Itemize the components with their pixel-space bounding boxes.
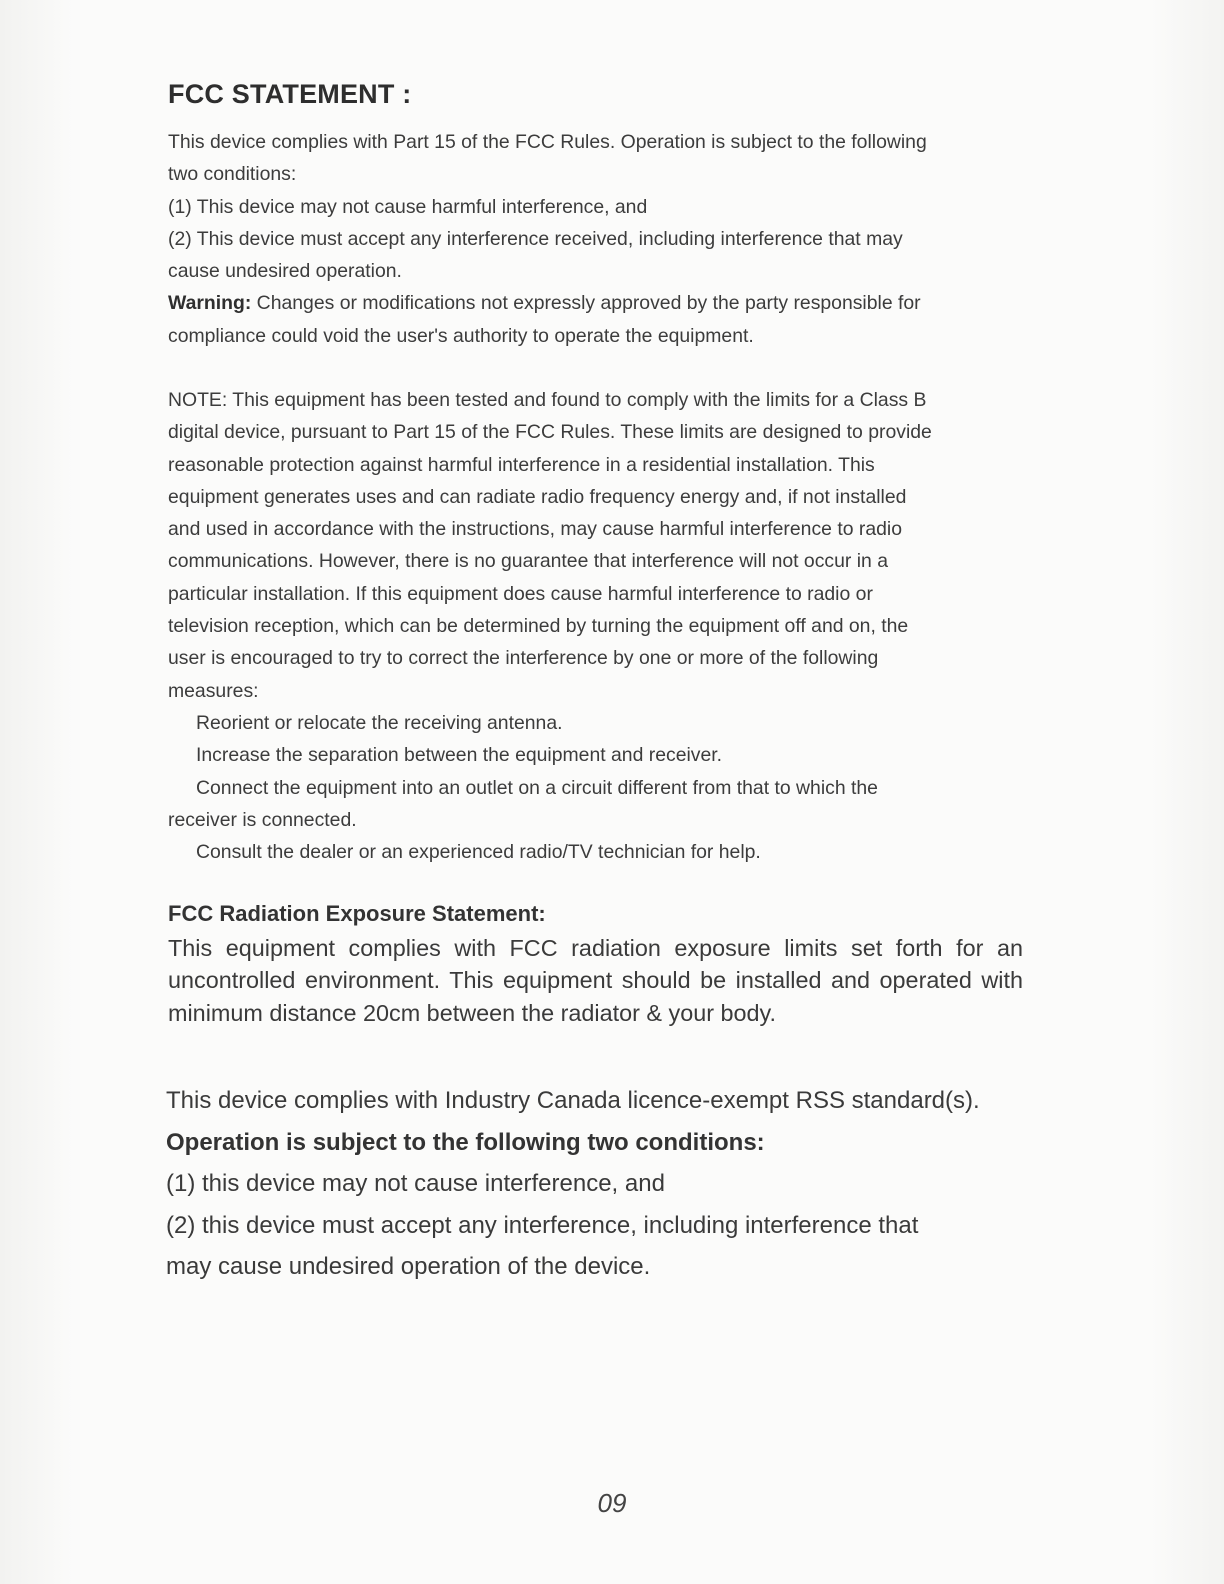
ic-line: This device complies with Industry Canada licence-exempt RSS standard(s). [166, 1087, 980, 1114]
measure-1: Reorient or relocate the receiving antenna. [196, 711, 563, 734]
measure-3: Connect the equipment into an outlet on a circuit different from that to which the [196, 776, 878, 799]
intro-line: This device complies with Part 15 of the FCC Rules. Operation is subject to the following [168, 131, 927, 153]
note-line: reasonable protection against harmful interference in a residential installation. This [168, 453, 875, 476]
note-section [168, 384, 1038, 868]
radiation-exposure-body: This equipment complies with FCC radiation exposure limits set forth for an uncontrolled environment. This equipment should be installed and operated with minimum distance 20cm between the radiator & your body. [168, 935, 1023, 1026]
fcc-statement-title: FCC STATEMENT : [168, 79, 412, 109]
ic-condition-1: (1) this device may not cause interference, and [166, 1170, 665, 1198]
note-line: equipment generates uses and can radiate radio frequency energy and, if not installed [168, 485, 907, 508]
warning-line-cont: compliance could void the user's authority to operate the equipment. [168, 324, 754, 347]
warning-label: Warning: [168, 292, 252, 315]
warning-line [168, 287, 1038, 319]
industry-canada-section [166, 1080, 1066, 1288]
note-line: television reception, which can be determined by turning the equipment off and on, the [168, 615, 909, 638]
ic-heading: Operation is subject to the following two conditions: [166, 1128, 765, 1156]
condition-2-cont: cause undesired operation. [168, 260, 402, 283]
note-line: NOTE: This equipment has been tested and found to comply with the limits for a Class B [168, 389, 927, 411]
measure-4: Consult the dealer or an experienced radio/TV technician for help. [196, 841, 761, 864]
note-line: and used in accordance with the instructions, may cause harmful interference to radio [168, 518, 903, 541]
measure-3-cont: receiver is connected. [168, 808, 357, 831]
note-line: measures: [168, 679, 259, 702]
condition-2: (2) This device must accept any interference received, including interference that may [168, 227, 903, 250]
fcc-statement-body [168, 126, 1038, 352]
note-line: digital device, pursuant to Part 15 of the FCC Rules. These limits are designed to provide [168, 421, 932, 444]
note-line: communications. However, there is no guarantee that interference will not occur in a [168, 550, 888, 573]
page-number: 09 [597, 1488, 627, 1518]
warning-text: Changes or modifications not expressly approved by the party responsible for [251, 292, 921, 315]
ic-condition-2-cont: may cause undesired operation of the device. [166, 1253, 651, 1281]
note-line: user is encouraged to try to correct the interference by one or more of the following [168, 647, 879, 670]
measure-2: Increase the separation between the equipment and receiver. [196, 744, 723, 767]
note-line: particular installation. If this equipment does cause harmful interference to radio or [168, 582, 873, 605]
condition-1: (1) This device may not cause harmful interference, and [168, 195, 648, 218]
intro-line: two conditions: [168, 163, 297, 186]
ic-condition-2: (2) this device must accept any interference, including interference that [166, 1211, 919, 1239]
radiation-exposure-title: FCC Radiation Exposure Statement: [168, 901, 546, 926]
